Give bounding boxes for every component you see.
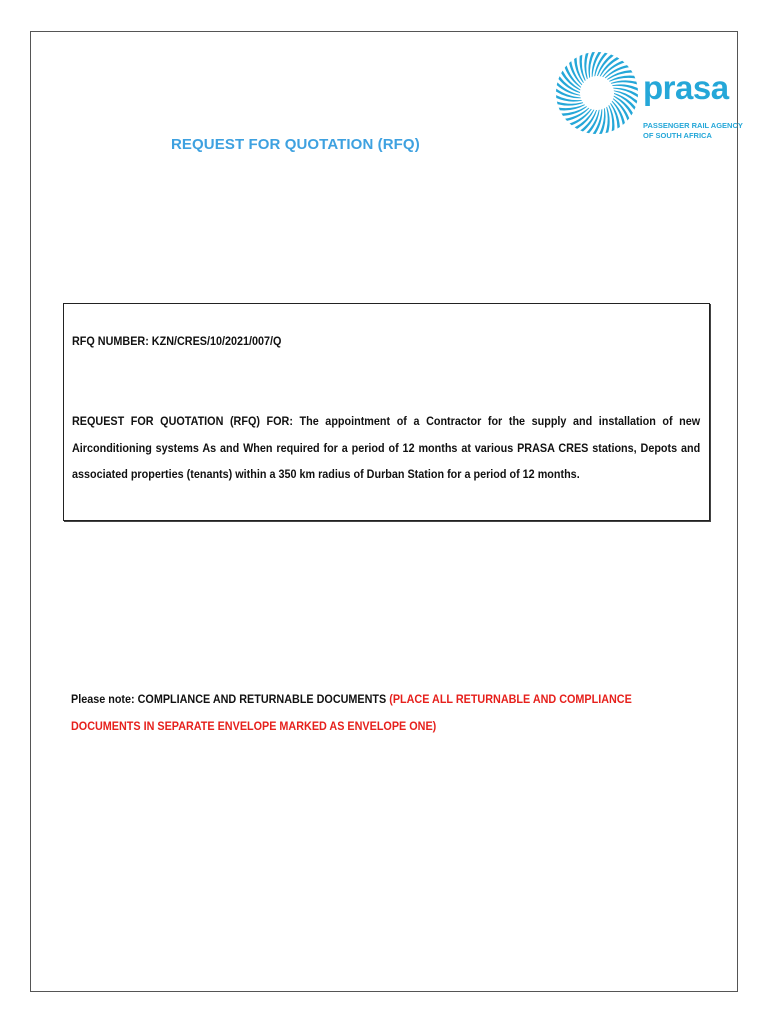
page-title: REQUEST FOR QUOTATION (RFQ)	[171, 136, 420, 153]
prasa-logo	[555, 51, 745, 146]
logo-tagline-line1: PASSENGER RAIL AGENCY	[643, 121, 743, 130]
prasa-swirl-logo-icon	[555, 51, 639, 135]
logo-ray	[605, 107, 609, 133]
logo-tagline-line2: OF SOUTH AFRICA	[643, 131, 712, 140]
rfq-description	[72, 408, 700, 488]
logo-ray	[584, 53, 588, 79]
logo-ray	[557, 101, 583, 105]
rfq-number: RFQ NUMBER: KZN/CRES/10/2021/007/Q	[72, 334, 282, 348]
logo-tagline	[643, 121, 743, 141]
logo-ray	[611, 80, 637, 84]
compliance-note	[71, 686, 683, 739]
rfq-description-lead: REQUEST FOR QUOTATION (RFQ) FOR:	[72, 414, 293, 428]
rfq-description-body: The appointment of a Contractor for the supply and installation of new Airconditioning systems As and When required for a period of 12 months at various PRASA CRES stations, Depots and associated properties (tenants) within a 350 km radius of Durban Station for a period of 12 months.	[72, 414, 701, 481]
note-prefix: Please note: COMPLIANCE AND RETURNABLE DOCUMENTS	[71, 692, 390, 706]
logo-wordmark: prasa	[643, 69, 729, 106]
rfq-details-box	[63, 303, 710, 521]
note-highlight: (PLACE ALL RETURNABLE AND COMPLIANCE DOCUMENTS IN SEPARATE ENVELOPE MARKED AS ENVELOPE ONE)	[71, 692, 632, 733]
